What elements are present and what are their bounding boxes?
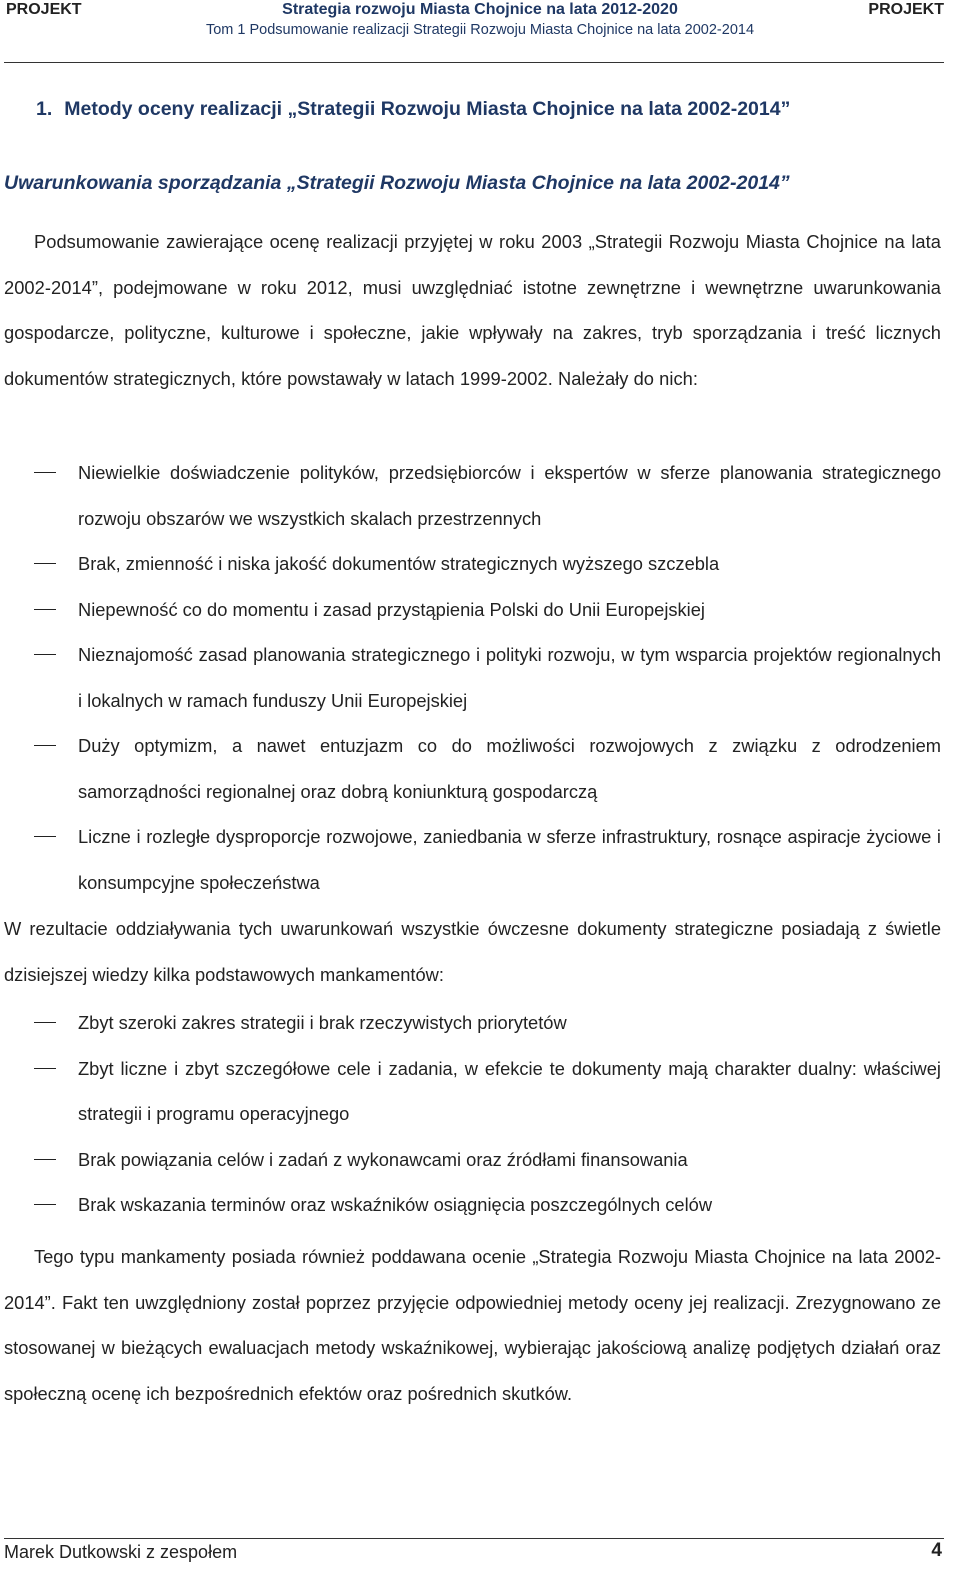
list-item bbox=[4, 1182, 941, 1228]
dash-bullet-icon bbox=[34, 472, 56, 473]
dash-bullet-icon bbox=[34, 836, 56, 837]
list-item-text: Zbyt liczne i zbyt szczegółowe cele i zadania, w efekcie te dokumenty mają charakter dualny: właściwej strategii i programu operacyjnego bbox=[78, 1057, 941, 1124]
dash-bullet-icon bbox=[34, 654, 56, 655]
list-item bbox=[4, 723, 941, 814]
list-item bbox=[4, 541, 941, 587]
subsection-heading: Uwarunkowania sporządzania „Strategii Rozwoju Miasta Chojnice na lata 2002-2014” bbox=[4, 172, 790, 194]
page-header bbox=[0, 0, 960, 22]
list-item-text: Brak wskazania terminów oraz wskaźników osiągnięcia poszczególnych celów bbox=[78, 1194, 713, 1215]
list-item bbox=[4, 450, 941, 541]
header-right-label: PROJEKT bbox=[868, 1, 944, 18]
dash-bullet-icon bbox=[34, 1068, 56, 1069]
intro-paragraph: Podsumowanie zawierające ocenę realizacji przyjętej w roku 2003 „Strategii Rozwoju Miasta Chojnice na lata 2002-2014”, podejmowane w roku 2012, musi uwzględniać istotne zewnętrzne i wewnętrzne uwarunkowania gospodarcze, polityczne, kulturowe i społeczne, jakie wpływały na zakres, tryb sporządzania i treść licznych dokumentów strategicznych, które powstawały w latach 1999-2002. Należały do nich: bbox=[4, 231, 941, 389]
header-title: Strategia rozwoju Miasta Chojnice na lata 2012-2020 bbox=[282, 1, 678, 18]
section-heading-text: Metody oceny realizacji „Strategii Rozwoju Miasta Chojnice na lata 2002-2014” bbox=[64, 98, 791, 120]
list-item-text: Brak powiązania celów i zadań z wykonawcami oraz źródłami finansowania bbox=[78, 1148, 688, 1170]
dash-bullet-icon bbox=[34, 745, 56, 746]
list-item bbox=[4, 1000, 941, 1046]
list-item bbox=[4, 632, 941, 723]
list-item-text: Liczne i rozległe dysproporcje rozwojowe, zaniedbania w sferze infrastruktury, rosnące aspiracje życiowe i konsumpcyjne społeczeństwa bbox=[78, 826, 941, 893]
list-item bbox=[4, 587, 941, 633]
list-item-text: Duży optymizm, a nawet entuzjazm co do możliwości rozwojowych z związku z odrodzeniem samorządności regionalnej oraz dobrą koniunkturą gospodarczą bbox=[78, 735, 941, 802]
header-subtitle: Tom 1 Podsumowanie realizacji Strategii Rozwoju Miasta Chojnice na lata 2002-2014 bbox=[205, 22, 755, 38]
list-item-text: Zbyt szeroki zakres strategii i brak rzeczywistych priorytetów bbox=[78, 1012, 567, 1033]
header-divider bbox=[4, 62, 944, 63]
page-number: 4 bbox=[931, 1540, 942, 1561]
footer-divider bbox=[4, 1538, 944, 1539]
list-item bbox=[4, 1046, 941, 1137]
list-item bbox=[4, 814, 941, 905]
list-item bbox=[4, 1137, 941, 1183]
section-number: 1. bbox=[36, 98, 53, 120]
header-left-label: PROJEKT bbox=[6, 1, 82, 18]
section-heading bbox=[36, 98, 790, 121]
dash-bullet-icon bbox=[34, 1204, 56, 1205]
footer-author: Marek Dutkowski z zespołem bbox=[4, 1542, 238, 1562]
dash-bullet-icon bbox=[34, 1022, 56, 1023]
list-item-text: Nieznajomość zasad planowania strategicznego i polityki rozwoju, w tym wsparcia projektów regionalnych i lokalnych w ramach funduszy Unii Europejskiej bbox=[78, 644, 941, 711]
list-item-text: Niewielkie doświadczenie polityków, przedsiębiorców i ekspertów w sferze planowania strategicznego rozwoju obszarów we wszystkich skalach przestrzennych bbox=[78, 462, 941, 529]
list-item-text: Niepewność co do momentu i zasad przystąpienia Polski do Unii Europejskiej bbox=[78, 598, 705, 620]
dash-bullet-icon bbox=[34, 563, 56, 564]
dash-bullet-icon bbox=[34, 609, 56, 610]
result-paragraph: W rezultacie oddziaływania tych uwarunkowań wszystkie ówczesne dokumenty strategiczne posiadają z świetle dzisiejszej wiedzy kilka podstawowych mankamentów: bbox=[4, 918, 941, 985]
dash-bullet-icon bbox=[34, 1159, 56, 1160]
shortcomings-list bbox=[4, 1000, 941, 1228]
method-paragraph: Tego typu mankamenty posiada również poddawana ocenie „Strategia Rozwoju Miasta Chojnice na lata 2002-2014”. Fakt ten uwzględniony został poprzez przyjęcie odpowiedniej metody oceny jej realizacji. Zrezygnowano ze stosowanej w bieżących ewaluacjach metody wskaźnikowej, wybierając jakościową analizę podjętych działań oraz społeczną ocenę ich bezpośrednich efektów oraz pośrednich skutków. bbox=[4, 1246, 941, 1404]
conditions-list bbox=[4, 450, 941, 905]
list-item-text: Brak, zmienność i niska jakość dokumentów strategicznych wyższego szczebla bbox=[78, 553, 720, 574]
